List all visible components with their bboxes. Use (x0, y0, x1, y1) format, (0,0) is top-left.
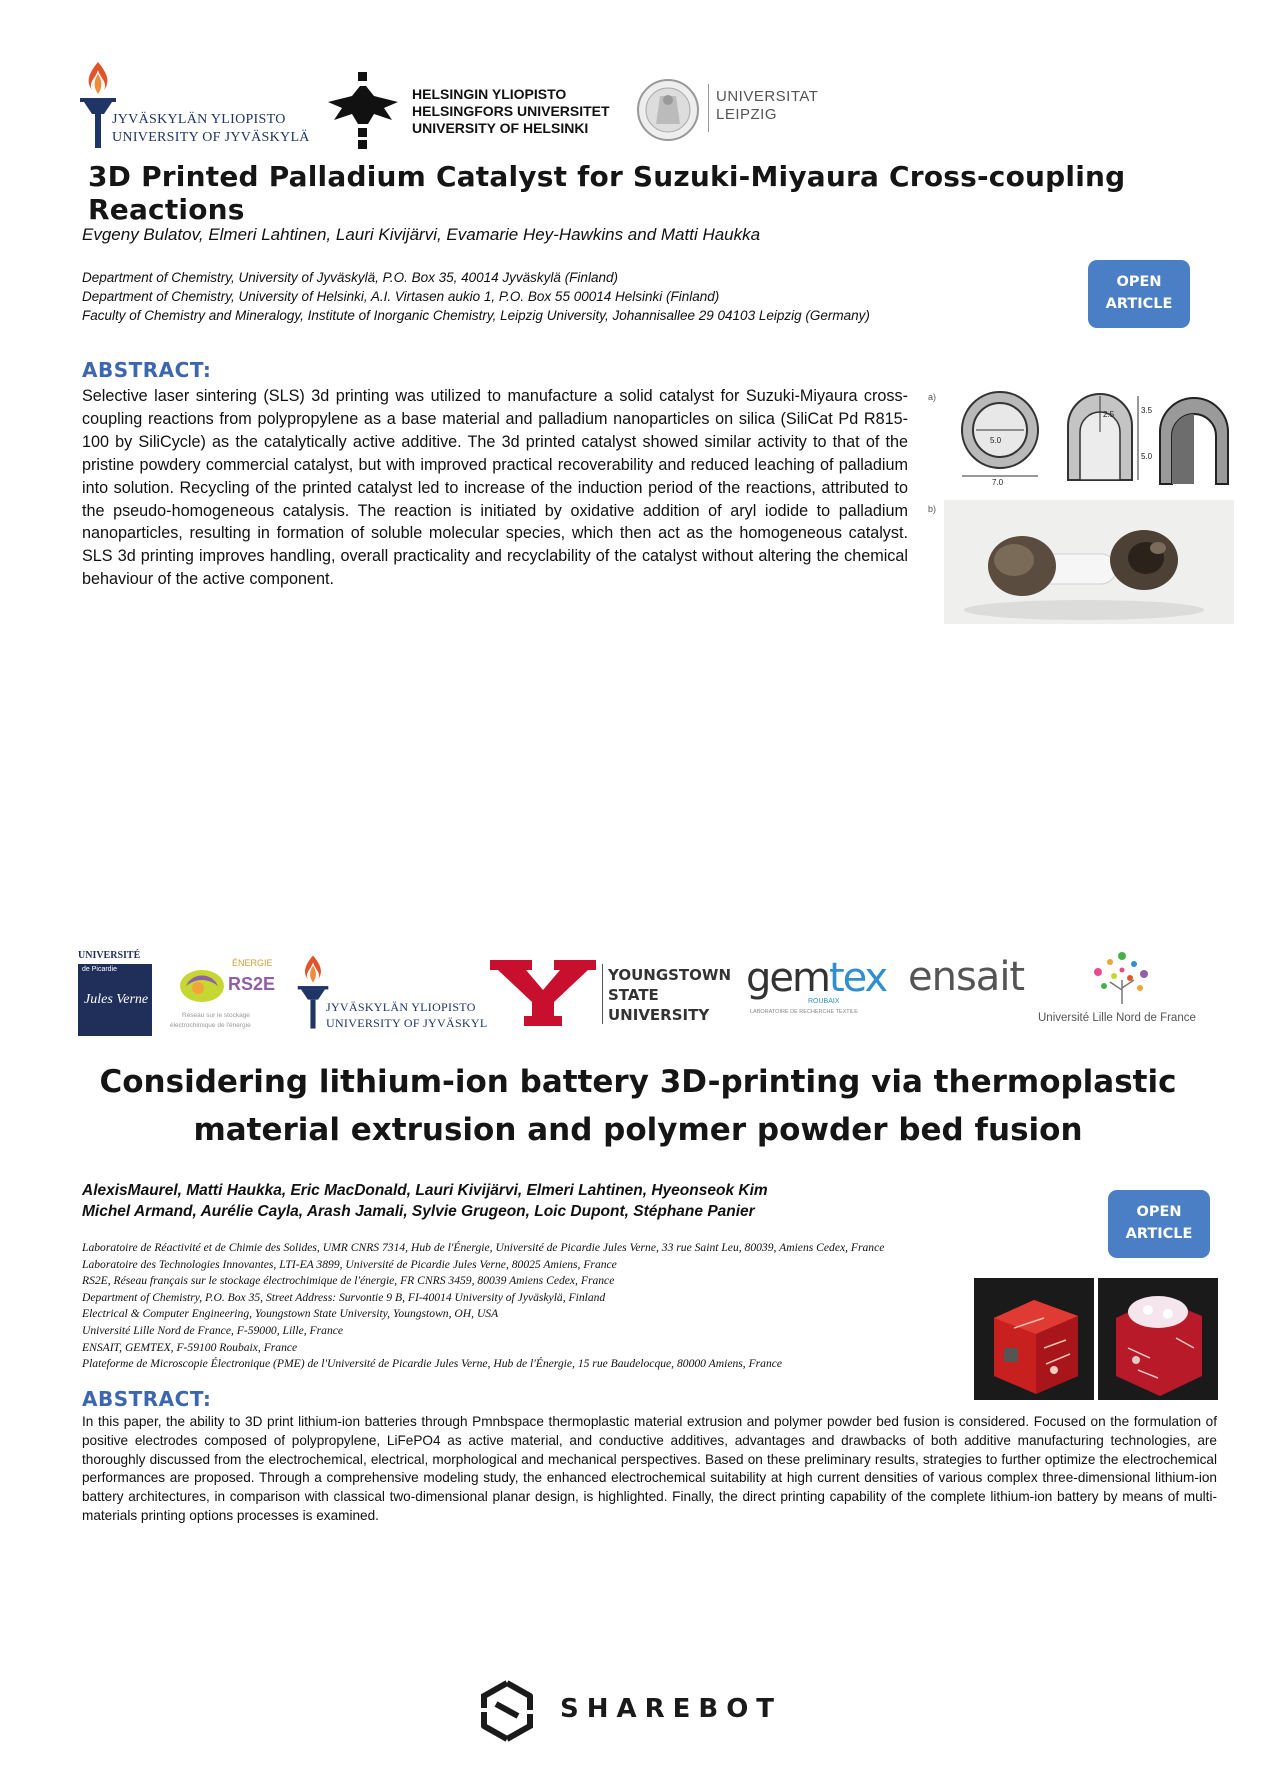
gemtex-roubaix: ROUBAIX (808, 998, 840, 1005)
authors-line-1: AlexisMaurel, Matti Haukka, Eric MacDonald, Lauri Kivijärvi, Elmeri Lahtinen, Hyeonseok Kim (82, 1182, 768, 1199)
paper1-title: 3D Printed Palladium Catalyst for Suzuki-Miyaura Cross-coupling Reactions (88, 160, 1126, 226)
open-label: OPEN (1116, 274, 1162, 290)
paper1-abstract: Selective laser sintering (SLS) 3d printing was utilized to manufacture a solid catalyst for Suzuki-Miyaura cross-coupling reactions from polypropylene as a base material and palladium nanoparticles on silica (SiliCat Pd R815-100 by SiliCycle) as the catalytically active additive. The 3d printed catalyst showed similar activity to that of the pristine powdery commercial catalyst, but with improved practical recoverability and reduced leaching of palladium into solution. Recycling of the printed catalyst led to increase of the induction period of the reactions, attributed to the pseudo-homogeneous catalysis. The reaction is initiated by oxidative addition of aryl iodide to palladium nanoparticles, resulting in formation of soluble molecular species, which then act as the homogeneous catalyst. SLS 3d printing improves handling, overall practicality and recyclability of the catalyst without altering the chemical behaviour of the active component. (82, 387, 908, 589)
rs2e-desc-2: électrochimique de l'énergie (170, 1022, 251, 1029)
upjv-name: UNIVERSITÉ (78, 950, 141, 961)
leipzig-name-1: UNIVERSITAT (716, 88, 819, 105)
lille-name: Université Lille Nord de France (1038, 1012, 1196, 1024)
ysu-name-3: UNIVERSITY (608, 1006, 710, 1024)
lille-logo (1038, 950, 1228, 1030)
catalyst-cross-section-drawing (938, 388, 1238, 498)
dim-top: 2.5 (1103, 410, 1115, 419)
upjv-sub: de Picardie (82, 966, 118, 973)
affiliation-line: ENSAIT, GEMTEX, F-59100 Roubaix, France (82, 1340, 298, 1354)
gemtex-word-1: gem (746, 955, 829, 1001)
article-label: ARTICLE (1125, 1226, 1193, 1242)
paper2-title-line-2: material extrusion and polymer powder bed fusion (193, 1112, 1083, 1148)
gemtex-logo (746, 956, 896, 1026)
tree-dots-icon (1084, 950, 1164, 1006)
leipzig-logo (636, 78, 836, 148)
gemtex-word-2: tex (828, 955, 887, 1001)
gemtex-lab: LABORATOIRE DE RECHERCHE TEXTILE (750, 1009, 858, 1015)
paper2-title (60, 1058, 1216, 1154)
paper1-logo-row (78, 60, 1228, 160)
jyu-name-fi: JYVÄSKYLÄN YLIOPISTO (112, 112, 286, 127)
torch-icon (296, 950, 330, 1034)
paper2-affiliations (82, 1240, 1012, 1373)
dim-inner-diameter: 5.0 (990, 436, 1002, 445)
paper1-authors: Evgeny Bulatov, Elmeri Lahtinen, Lauri Kivijärvi, Evamarie Hey-Hawkins and Matti Haukka (82, 225, 761, 244)
paper2-title-line-1: Considering lithium-ion battery 3D-printing via thermoplastic (99, 1064, 1177, 1100)
flame-emblem-icon (322, 72, 404, 150)
affiliation-line: Université Lille Nord de France, F-59000, Lille, France (82, 1323, 344, 1337)
seal-icon (636, 78, 700, 142)
authors-line-2: Michel Armand, Aurélie Cayla, Arash Jamali, Sylvie Grugeon, Loic Dupont, Stéphane Panier (82, 1203, 755, 1220)
affiliation-line: Faculty of Chemistry and Mineralogy, Institute of Inorganic Chemistry, Leipzig University, Johannisallee 29 04103 Leipzig (Germany) (82, 308, 870, 323)
affiliation-line: Department of Chemistry, University of Helsinki, A.I. Virtasen aukio 1, P.O. Box 55 00014 Helsinki (Finland) (82, 289, 720, 304)
affiliation-line: Electrical & Computer Engineering, Youngstown State University, Youngstown, OH, USA (82, 1307, 499, 1321)
rs2e-logo (168, 956, 278, 1036)
helsinki-name-en: UNIVERSITY OF HELSINKI (412, 120, 589, 136)
paper2-abstract-heading: ABSTRACT: (82, 1387, 212, 1411)
battery-photos (974, 1278, 1218, 1400)
jyu-name-en: UNIVERSITY OF JYVÄSKYL (326, 1016, 488, 1030)
affiliation-line: Plateforme de Microscopie Électronique (PME) de l'Université de Picardie Jules Verne, Hub de l'Énergie, 15 rue Baudelocque, 80000 Amiens, France (82, 1357, 783, 1371)
rs2e-energie: ÉNERGIE (232, 958, 273, 968)
jyu-name-en: UNIVERSITY OF JYVÄSKYLÄ (112, 130, 310, 145)
paper2-open-article-button[interactable] (1108, 1190, 1210, 1258)
figure-label-a: a) (928, 392, 937, 402)
paper1-open-article-button[interactable] (1088, 260, 1190, 328)
rs2e-desc-1: Réseau sur le stockage (182, 1012, 250, 1019)
rs2e-name: RS2E (228, 974, 276, 994)
affiliation-line: Laboratoire de Réactivité et de Chimie des Solides, UMR CNRS 7314, Hub de l'Énergie, Université de Picardie Jules Verne, 33 rue Saint Leu, 80039, Amiens Cedex, France (82, 1241, 885, 1254)
dim-cap: 3.5 (1141, 406, 1153, 415)
affiliation-line: Department of Chemistry, P.O. Box 35, Street Address: Survontie 9 B, FI-40014 University of Jyväskylä, Finland (82, 1290, 606, 1304)
energy-swirl-icon (178, 966, 226, 1006)
figure-label-b: b) (928, 504, 937, 514)
dim-body: 5.0 (1141, 452, 1153, 461)
paper2-abstract: In this paper, the ability to 3D print lithium-ion batteries through Pmnbspace thermoplastic material extrusion and polymer powder bed fusion is considered. Focused on the formulation of positive electrodes composed of polypropylene, LiFePO4 as active material, and conductive additives, advantages and drawbacks of both additive manufacturing technologies, are thoroughly discussed from the electrochemical, electrical, morphological and mechanical perspectives. Based on these preliminary results, strategies to further optimize the electrochemical performances are proposed. Through a comprehensive modeling study, the enhanced electrochemical suitability at high current densities of various complex three-dimensional lithium-ion battery architectures, in comparison with classical two-dimensional planar design, is highlighted. Finally, the direct printing capability of the complete lithium-ion battery by means of multi-materials printing options processes is examined. (82, 1414, 1217, 1523)
jyu-name-fi: JYVÄSKYLÄN YLIOPISTO (326, 1000, 476, 1014)
battery-dice-photo-1 (974, 1278, 1094, 1400)
paper1-affiliations (82, 268, 1032, 325)
ysu-name-2: STATE (608, 986, 659, 1004)
affiliation-line: Department of Chemistry, University of Jyväskylä, P.O. Box 35, 40014 Jyväskylä (Finland) (82, 270, 618, 285)
battery-dice-photo-2 (1098, 1278, 1218, 1400)
ysu-name-1: YOUNGSTOWN (608, 966, 732, 984)
affiliation-line: RS2E, Réseau français sur le stockage électrochimique de l'énergie, FR CNRS 3459, 80039 Amiens Cedex, France (82, 1274, 615, 1288)
paper2-authors (82, 1180, 768, 1222)
dim-outer-diameter: 7.0 (992, 478, 1004, 487)
upjv-signature: Jules Verne (84, 992, 149, 1007)
article-label: ARTICLE (1105, 296, 1173, 312)
helsinki-name-fi: HELSINGIN YLIOPISTO (412, 86, 567, 102)
open-label: OPEN (1136, 1204, 1182, 1220)
paper1-abstract-heading: ABSTRACT: (82, 358, 212, 382)
catalyst-figure (928, 388, 1238, 628)
affiliation-line: Laboratoire des Technologies Innovantes, LTI-EA 3899, Université de Picardie Jules Verne, 80025 Amiens, France (82, 1257, 617, 1271)
jyu-logo (78, 60, 318, 155)
upjv-logo (78, 950, 152, 1036)
ysu-logo (490, 960, 730, 1036)
ensait-logo: ensait (908, 954, 1025, 1000)
printed-catalyst-photo (944, 500, 1234, 624)
ysu-y-icon (490, 960, 596, 1026)
jyu-logo-2 (296, 950, 496, 1038)
sharebot-wordmark: SHAREBOT (560, 1694, 783, 1724)
leipzig-name-2: LEIPZIG (716, 106, 778, 123)
paper2-logo-row (78, 950, 1228, 1040)
helsinki-name-sv: HELSINGFORS UNIVERSITET (412, 103, 610, 119)
sharebot-hexagon-icon (480, 1680, 534, 1742)
